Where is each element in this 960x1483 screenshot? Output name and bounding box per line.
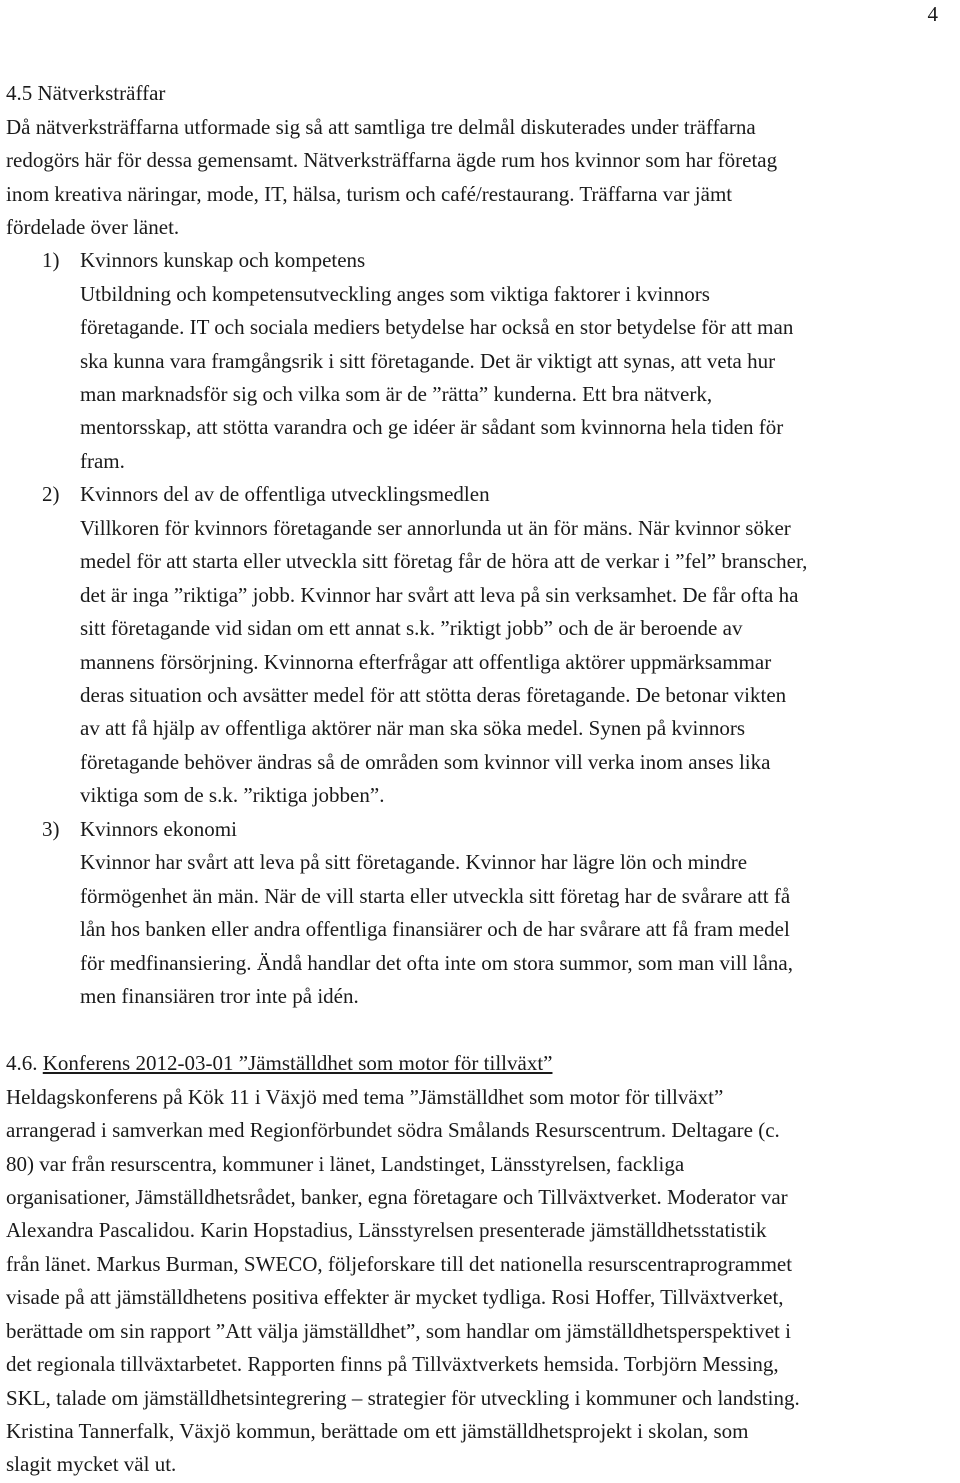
list-item-number: 3) xyxy=(42,817,60,841)
section-4-6-heading xyxy=(6,1049,552,1077)
paragraph-line: Kristina Tannerfalk, Växjö kommun, berättade om ett jämställdhetsprojekt i skolan, som xyxy=(6,1419,749,1443)
paragraph-line: slagit mycket väl ut. xyxy=(6,1452,177,1476)
paragraph-line: visade på att jämställdhetens positiva effekter är mycket tydliga. Rosi Hoffer, Tillväxtverket, xyxy=(6,1285,784,1309)
section-4-5-heading: 4.5 Nätverksträffar xyxy=(6,81,166,105)
list-item-line: viktiga som de s.k. ”riktiga jobben”. xyxy=(80,783,385,807)
list-item-line: företagande behöver ändras så de områden som kvinnor vill verka inom anses lika xyxy=(80,750,771,774)
intro-line: redogörs här för dessa gemensamt. Nätverksträffarna ägde rum hos kvinnor som har företag xyxy=(6,148,778,172)
list-item-line: men finansiären tror inte på idén. xyxy=(80,984,359,1008)
paragraph-line: SKL, talade om jämställdhetsintegrering – strategier för utveckling i kommuner och landsting. xyxy=(6,1386,800,1410)
paragraph-line: arrangerad i samverkan med Regionförbundet södra Smålands Resurscentrum. Deltagare (c. xyxy=(6,1118,780,1142)
list-item-line: av att få hjälp av offentliga aktörer när man ska söka medel. Synen på kvinnors xyxy=(80,716,745,740)
list-item-line: företagande. IT och sociala mediers betydelse har också en stor betydelse för att man xyxy=(80,315,794,339)
list-item-number: 1) xyxy=(42,248,60,272)
paragraph-line: berättade om sin rapport ”Att välja jämställdhet”, som handlar om jämställdhetsperspektivet i xyxy=(6,1319,791,1343)
section-4-6-title: Konferens 2012-03-01 ”Jämställdhet som motor för tillväxt” xyxy=(42,1051,553,1075)
list-item-line: det är inga ”riktiga” jobb. Kvinnor har svårt att leva på sin verksamhet. De får ofta ha xyxy=(80,583,799,607)
list-item-line: mentorsskap, att stötta varandra och ge idéer är sådant som kvinnorna hela tiden för xyxy=(80,415,784,439)
intro-line: fördelade över länet. xyxy=(6,215,180,239)
list-item-line: förmögenhet än män. När de vill starta eller utveckla sitt företag har de svårare att få xyxy=(80,884,791,908)
paragraph-line: Heldagskonferens på Kök 11 i Växjö med tema ”Jämställdhet som motor för tillväxt” xyxy=(6,1085,724,1109)
intro-line: inom kreativa näringar, mode, IT, hälsa, turism och café/restaurang. Träffarna var jämt xyxy=(6,182,733,206)
list-item-line: Utbildning och kompetensutveckling anges som viktiga faktorer i kvinnors xyxy=(80,282,710,306)
list-item-line: deras situation och avsätter medel för att stötta deras företagande. De betonar vikten xyxy=(80,683,787,707)
paragraph-line: organisationer, Jämställdhetsrådet, banker, egna företagare och Tillväxtverket. Moderator var xyxy=(6,1185,788,1209)
paragraph-line: 80) var från resurscentra, kommuner i länet, Landstinget, Länsstyrelsen, fackliga xyxy=(6,1152,685,1176)
list-item-title: Kvinnors del av de offentliga utvecklingsmedlen xyxy=(80,482,490,506)
paragraph-line: det regionala tillväxtarbetet. Rapporten finns på Tillväxtverkets hemsida. Torbjörn Messing, xyxy=(6,1352,779,1376)
list-item-line: sitt företagande vid sidan om ett annat s.k. ”riktigt jobb” och de är beroende av xyxy=(80,616,743,640)
list-item-number: 2) xyxy=(42,482,60,506)
list-item-title: Kvinnors kunskap och kompetens xyxy=(80,248,366,272)
list-item-line: för medfinansiering. Ändå handlar det ofta inte om stora summor, som man vill låna, xyxy=(80,951,793,975)
list-item-line: Kvinnor har svårt att leva på sitt företagande. Kvinnor har lägre lön och mindre xyxy=(80,850,748,874)
paragraph-line: Alexandra Pascalidou. Karin Hopstadius, Länsstyrelsen presenterade jämställdhetsstatistik xyxy=(6,1218,767,1242)
list-item-line: mannens försörjning. Kvinnorna efterfrågar att offentliga aktörer uppmärksammar xyxy=(80,650,772,674)
list-item-line: ska kunna vara framgångsrik i sitt företagande. Det är viktigt att synas, att veta hur xyxy=(80,349,776,373)
paragraph-line: från länet. Markus Burman, SWECO, följeforskare till det nationella resurscentraprogrammet xyxy=(6,1252,793,1276)
section-4-6-number: 4.6. xyxy=(6,1051,38,1075)
page-number: 4 xyxy=(927,2,938,26)
list-item-line: lån hos banken eller andra offentliga finansiärer och de har svårare att få fram medel xyxy=(80,917,790,941)
list-item-line: man marknadsför sig och vilka som är de ”rätta” kunderna. Ett bra nätverk, xyxy=(80,382,713,406)
list-item-line: medel för att starta eller utveckla sitt företag får de höra att de verkar i ”fel” branscher, xyxy=(80,549,808,573)
intro-line: Då nätverksträffarna utformade sig så att samtliga tre delmål diskuterades under träffarna xyxy=(6,115,756,139)
list-item-title: Kvinnors ekonomi xyxy=(80,817,237,841)
list-item-line: Villkoren för kvinnors företagande ser annorlunda ut än för mäns. När kvinnor söker xyxy=(80,516,791,540)
list-item-line: fram. xyxy=(80,449,125,473)
